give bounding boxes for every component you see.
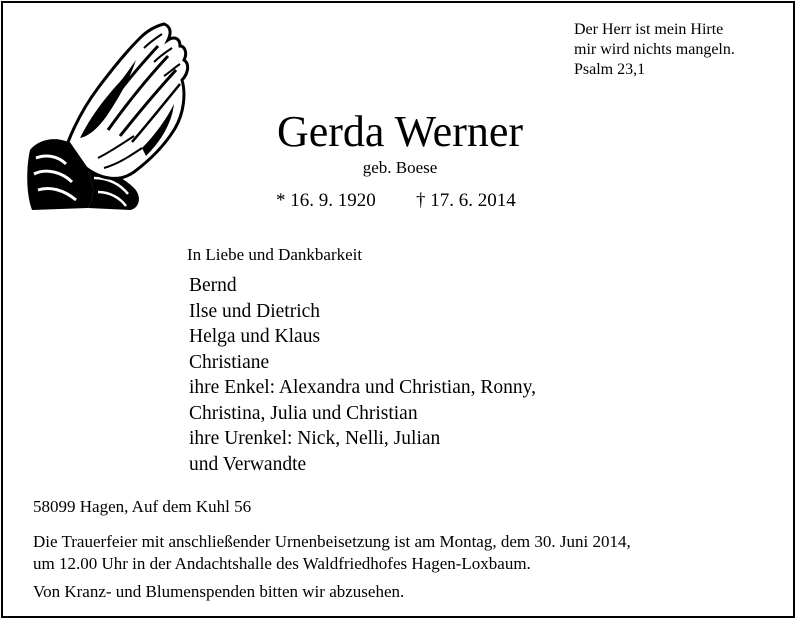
birth-date: * 16. 9. 1920 [276, 190, 376, 211]
psalm-reference: Psalm 23,1 [574, 61, 646, 78]
list-item: Bernd [189, 275, 237, 296]
list-item: Christina, Julia und Christian [189, 402, 418, 424]
psalm-quote [574, 20, 735, 80]
death-date: † 17. 6. 2014 [416, 190, 516, 211]
list-item: ihre Urenkel: Nick, Nelli, Julian [189, 428, 441, 449]
family-address: 58099 Hagen, Auf dem Kuhl 56 [33, 497, 252, 516]
mourners-list [189, 273, 536, 477]
list-item: Helga und Klaus [189, 326, 321, 347]
ceremony-line: Die Trauerfeier mit anschließender Urnenbeisetzung ist am Montag, dem 30. Juni 2014, [33, 532, 631, 551]
birth-name: geb. Boese [362, 158, 438, 177]
ceremony-line: um 12.00 Uhr in der Andachtshalle des Waldfriedhofes Hagen-Loxbaum. [33, 553, 531, 573]
psalm-line: mir wird nichts mangeln. [574, 41, 735, 58]
deceased-name [0, 106, 800, 158]
psalm-line: Der Herr ist mein Hirte [574, 21, 724, 38]
flowers-request: Von Kranz- und Blumenspenden bitten wir abzusehen. [33, 582, 405, 601]
funeral-ceremony-text [33, 531, 631, 574]
list-item: ihre Enkel: Alexandra und Christian, Ronny, [189, 377, 536, 398]
list-item: und Verwandte [189, 453, 307, 475]
list-item: Ilse und Dietrich [189, 300, 321, 322]
list-item: Christiane [189, 351, 270, 373]
deceased-name-text: Gerda Werner [276, 107, 524, 156]
dedication-line: In Liebe und Dankbarkeit [187, 245, 363, 264]
